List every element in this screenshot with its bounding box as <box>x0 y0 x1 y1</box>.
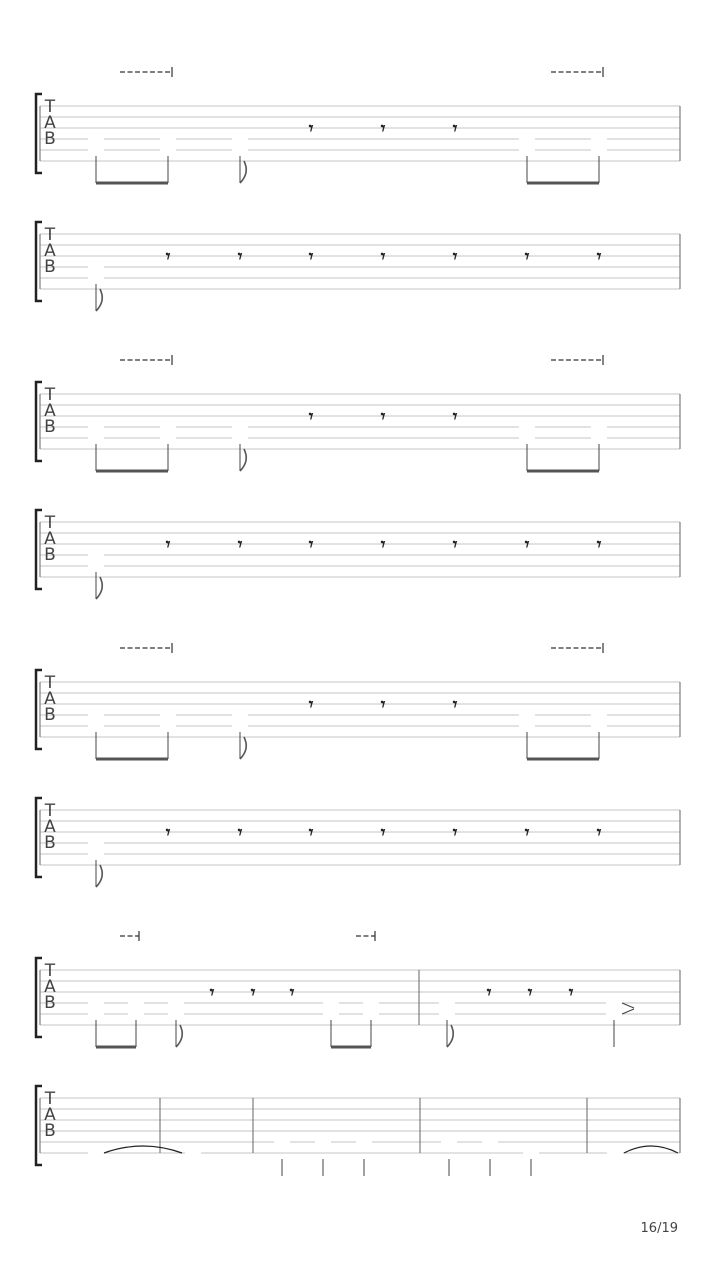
fret-background <box>128 997 144 1009</box>
tab-clef-letter: B <box>44 993 56 1013</box>
tab-clef-letter: B <box>44 417 56 437</box>
note-flag <box>240 449 246 471</box>
slide-out-mark <box>622 1009 634 1014</box>
fret-background <box>519 720 535 732</box>
tab-clef-letter: T <box>44 97 56 117</box>
tie-arc <box>624 1146 678 1153</box>
tab-clef-letter: T <box>44 961 56 981</box>
tie-arc <box>104 1146 182 1153</box>
eighth-rest: 𝄾 <box>209 983 215 1003</box>
fret-background <box>168 997 184 1009</box>
fret-background <box>315 1136 331 1148</box>
fret-background <box>88 1008 104 1020</box>
note-flag <box>176 1025 182 1047</box>
fret-background <box>591 432 607 444</box>
fret-background <box>88 432 104 444</box>
fret-background <box>519 421 535 433</box>
fret-background <box>160 720 176 732</box>
fret-background <box>274 1136 290 1148</box>
fret-background <box>356 1136 372 1148</box>
fret-background <box>88 549 104 561</box>
note-flag <box>240 737 246 759</box>
eighth-rest: 𝄾 <box>524 247 530 267</box>
tab-clef-letter: T <box>44 1089 56 1109</box>
fret-background <box>441 1136 457 1148</box>
eighth-rest: 𝄾 <box>308 407 314 427</box>
fret-background <box>591 421 607 433</box>
fret-background <box>232 432 248 444</box>
eighth-rest: 𝄾 <box>237 823 243 843</box>
fret-background <box>519 432 535 444</box>
fret-background <box>606 1008 622 1020</box>
eighth-rest: 𝄾 <box>568 983 574 1003</box>
tab-clef-letter: T <box>44 225 56 245</box>
fret-background <box>363 997 379 1009</box>
eighth-rest: 𝄾 <box>486 983 492 1003</box>
fret-background <box>88 133 104 145</box>
tab-clef-letter: B <box>44 257 56 277</box>
fret-background <box>160 144 176 156</box>
fret-background <box>88 144 104 156</box>
eighth-rest: 𝄾 <box>452 695 458 715</box>
fret-background <box>591 144 607 156</box>
fret-background <box>519 709 535 721</box>
eighth-rest: 𝄾 <box>308 695 314 715</box>
eighth-rest: 𝄾 <box>237 247 243 267</box>
tab-clef-letter: B <box>44 129 56 149</box>
tab-clef-letter: A <box>44 977 56 997</box>
page-number: 16/19 <box>640 1221 678 1236</box>
fret-background <box>88 261 104 273</box>
fret-background <box>160 432 176 444</box>
fret-background <box>482 1136 498 1148</box>
fret-background <box>88 1147 104 1159</box>
fret-background <box>439 1008 455 1020</box>
fret-background <box>232 133 248 145</box>
tab-clef-letter: T <box>44 673 56 693</box>
eighth-rest: 𝄾 <box>524 535 530 555</box>
fret-background <box>88 720 104 732</box>
note-flag <box>240 161 246 183</box>
eighth-rest: 𝄾 <box>250 983 256 1003</box>
eighth-rest: 𝄾 <box>289 983 295 1003</box>
eighth-rest: 𝄾 <box>308 247 314 267</box>
eighth-rest: 𝄾 <box>380 695 386 715</box>
fret-background <box>323 997 339 1009</box>
fret-background <box>160 133 176 145</box>
fret-background <box>88 997 104 1009</box>
eighth-rest: 𝄾 <box>452 119 458 139</box>
eighth-rest: 𝄾 <box>380 407 386 427</box>
fret-background <box>591 709 607 721</box>
note-flag <box>96 289 102 311</box>
fret-background <box>160 421 176 433</box>
eighth-rest: 𝄾 <box>596 247 602 267</box>
eighth-rest: 𝄾 <box>527 983 533 1003</box>
fret-background <box>128 1008 144 1020</box>
fret-background <box>88 837 104 849</box>
eighth-rest: 𝄾 <box>165 247 171 267</box>
fret-background <box>523 1147 539 1159</box>
tab-clef-letter: A <box>44 529 56 549</box>
fret-background <box>168 1008 184 1020</box>
fret-background <box>591 720 607 732</box>
tab-clef-letter: T <box>44 385 56 405</box>
tab-clef-letter: A <box>44 401 56 421</box>
fret-background <box>607 1147 623 1159</box>
eighth-rest: 𝄾 <box>596 823 602 843</box>
eighth-rest: 𝄾 <box>596 535 602 555</box>
tab-clef-letter: A <box>44 817 56 837</box>
eighth-rest: 𝄾 <box>380 247 386 267</box>
eighth-rest: 𝄾 <box>237 535 243 555</box>
fret-background <box>88 560 104 572</box>
fret-background <box>591 133 607 145</box>
eighth-rest: 𝄾 <box>452 535 458 555</box>
eighth-rest: 𝄾 <box>380 119 386 139</box>
eighth-rest: 𝄾 <box>452 407 458 427</box>
fret-background <box>160 709 176 721</box>
fret-background <box>232 144 248 156</box>
tab-clef-letter: B <box>44 1121 56 1141</box>
fret-background <box>88 272 104 284</box>
eighth-rest: 𝄾 <box>308 823 314 843</box>
note-flag <box>96 577 102 599</box>
eighth-rest: 𝄾 <box>308 535 314 555</box>
fret-background <box>439 997 455 1009</box>
fret-background <box>88 709 104 721</box>
tab-clef-letter: A <box>44 241 56 261</box>
fret-background <box>232 709 248 721</box>
tab-clef-letter: B <box>44 705 56 725</box>
fret-background <box>323 1008 339 1020</box>
tab-clef-letter: A <box>44 113 56 133</box>
tab-clef-letter: B <box>44 833 56 853</box>
fret-background <box>519 133 535 145</box>
tab-clef-letter: A <box>44 1105 56 1125</box>
eighth-rest: 𝄾 <box>380 823 386 843</box>
eighth-rest: 𝄾 <box>165 823 171 843</box>
note-flag <box>447 1025 453 1047</box>
slide-out-mark <box>622 1003 634 1008</box>
tab-clef-letter: T <box>44 513 56 533</box>
eighth-rest: 𝄾 <box>308 119 314 139</box>
note-flag <box>96 865 102 887</box>
tab-clef-letter: T <box>44 801 56 821</box>
fret-background <box>606 997 622 1009</box>
eighth-rest: 𝄾 <box>452 823 458 843</box>
fret-background <box>232 720 248 732</box>
tab-clef-letter: B <box>44 545 56 565</box>
fret-background <box>519 144 535 156</box>
fret-background <box>88 848 104 860</box>
eighth-rest: 𝄾 <box>452 247 458 267</box>
fret-background <box>88 421 104 433</box>
eighth-rest: 𝄾 <box>524 823 530 843</box>
fret-background <box>363 1008 379 1020</box>
fret-background <box>232 421 248 433</box>
fret-background <box>185 1147 201 1159</box>
eighth-rest: 𝄾 <box>380 535 386 555</box>
eighth-rest: 𝄾 <box>165 535 171 555</box>
tab-clef-letter: A <box>44 689 56 709</box>
